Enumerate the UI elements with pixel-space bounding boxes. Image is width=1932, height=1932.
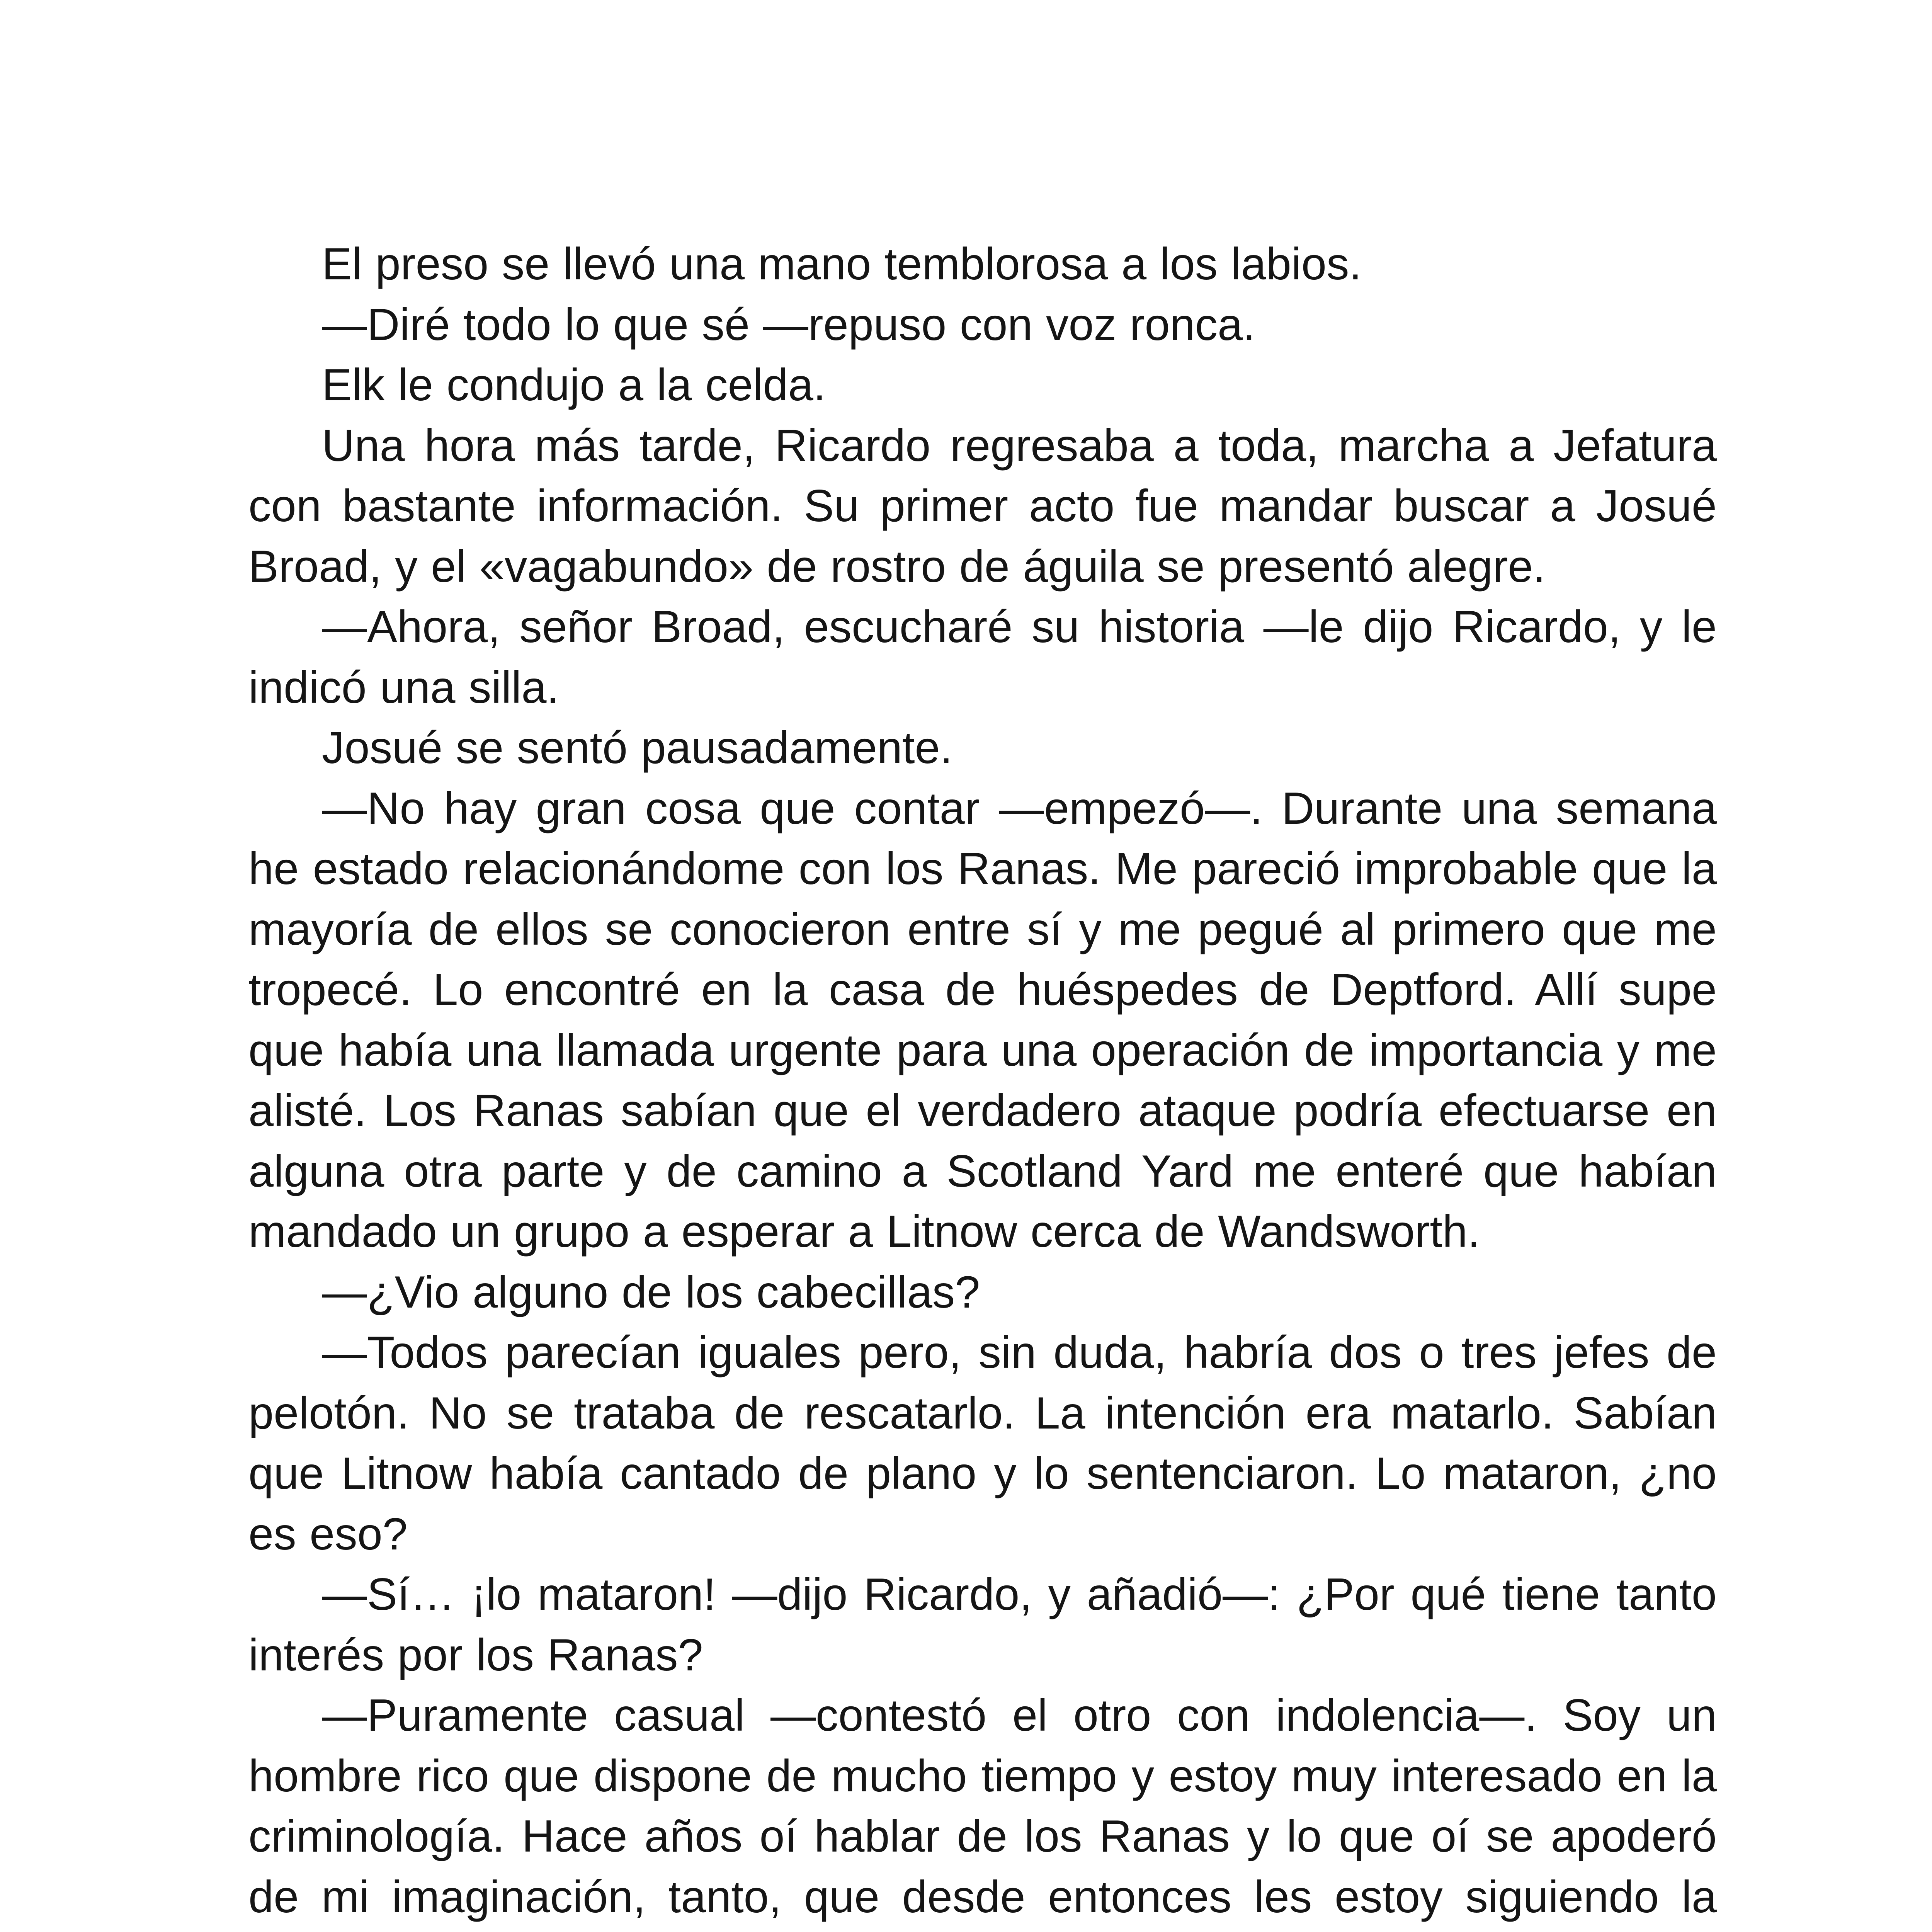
paragraph: Elk le condujo a la celda. xyxy=(322,359,826,410)
paragraph: —¿Vio alguno de los cabecillas? xyxy=(322,1266,980,1317)
paragraph: —No hay gran cosa que contar —empezó—. Durante una semana he estado relacionándome con los Ranas. Me pareció improbable que la mayoría de ellos se conocieron entre sí y me pegué al primero que me tropecé. Lo encontré en la casa de huéspedes de Deptford. Allí supe que había una llamada urgente para una operación de importancia y me alisté. Los Ranas sabían que el verdadero ataque podría efectuarse en alguna otra parte y de camino a Scotland Yard me enteré que habían mandado un grupo a esperar a Litnow cerca de Wandsworth. xyxy=(248,782,1717,1257)
paragraph: El preso se llevó una mano temblorosa a los labios. xyxy=(322,238,1362,289)
paragraph: —Ahora, señor Broad, escucharé su historia —le dijo Ricardo, y le indicó una silla. xyxy=(248,601,1717,713)
paragraph: Josué se sentó pausadamente. xyxy=(322,722,953,773)
paragraph: —Sí… ¡lo mataron! —dijo Ricardo, y añadió—: ¿Por qué tiene tanto interés por los Ranas? xyxy=(248,1569,1717,1680)
paragraph: —Puramente casual —contestó el otro con indolencia—. Soy un hombre rico que dispone de mucho tiempo y estoy muy interesado en la criminología. Hace años oí hablar de los Ranas y lo que oí se apoderó de mi imaginación, tanto, que desde entonces les estoy siguiendo la xyxy=(248,1690,1717,1922)
body-text xyxy=(248,234,1717,1932)
paragraph: Una hora más tarde, Ricardo regresaba a toda, marcha a Jefatura con bastante información. Su primer acto fue mandar buscar a Josué Broad, y el «vagabundo» de rostro de águila se presentó alegre. xyxy=(248,420,1717,592)
paragraph: —Todos parecían iguales pero, sin duda, habría dos o tres jefes de pelotón. No se trataba de rescatarlo. La intención era matarlo. Sabían que Litnow había cantado de plano y lo sentenciaron. Lo mataron, ¿no es eso? xyxy=(248,1327,1717,1559)
paragraph: —Diré todo lo que sé —repuso con voz ronca. xyxy=(322,299,1255,350)
